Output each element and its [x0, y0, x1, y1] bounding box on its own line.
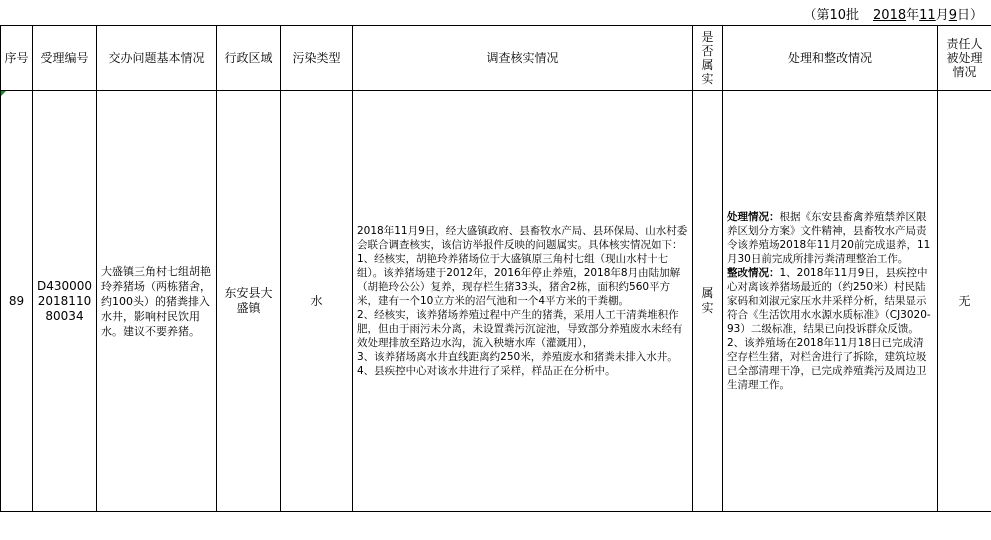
handling-text-1: 根据《东安县畜禽养殖禁养区限养区划分方案》文件精神，县畜牧水产局责令该养殖场2018年11月20前完成退养，11月30日前完成所排污粪清理整治工作。 — [727, 211, 931, 265]
batch-prefix: （第10批 — [803, 8, 860, 23]
cell-comment-marker — [1, 91, 6, 96]
cell-accountability: 无 — [938, 91, 991, 512]
cell-accept-no: D430000201811080034 — [33, 91, 97, 512]
header-pollution: 污染类型 — [281, 26, 353, 91]
batch-month-suffix: 月 — [935, 8, 949, 23]
header-issue: 交办问题基本情况 — [97, 26, 217, 91]
header-row — [1, 26, 991, 91]
cell-region: 东安县大盛镇 — [217, 91, 281, 512]
cell-seq: 89 — [1, 91, 33, 512]
header-accountability: 责任人被处理情况 — [938, 26, 991, 91]
cell-investigation: 2018年11月9日，经大盛镇政府、县畜牧水产局、县环保局、山水村委会联合调查核实，该信访举报件反映的问题属实。具体核实情况如下： 1、经核实，胡艳玲养猪场位于大盛镇原三角村七组（现山水村十七组）。该养猪场建于2012年，2016年停止养殖，2018年8月由陆加解（胡艳玲公公）复养，现存栏生猪33头，猪舍2栋，面积约560平方米，建有一个10立方米的沼气池和一个4平方米的干粪棚。 2、经核实，该养猪场养殖过程中产生的猪粪，采用人工干清粪堆积作肥，但由于雨污未分离，未设置粪污沉淀池，导致部分养殖废水未经有效处理排放至路边水沟，流入秧塘水库（灌溉用）， 3、该养猪场离水井直线距离约250米，养殖废水和猪粪未排入水井。 4、县疾控中心对该水井进行了采样，样品正在分析中。 — [353, 91, 693, 512]
header-handling: 处理和整改情况 — [723, 26, 938, 91]
complaint-table — [0, 25, 991, 512]
header-region: 行政区域 — [217, 26, 281, 91]
handling-text-2: 1、2018年11月9日，县疾控中心对离该养猪场最近的（约250米）村民陆家码和刘淑元家压水井采样分析，结果显示符合《生活饮用水水源水质标准》（CJ3020-93）二级标准，结果已向投诉群众反馈。 — [727, 267, 931, 335]
batch-year: 2018 — [873, 8, 907, 23]
cell-issue: 大盛镇三角村七组胡艳玲养猪场（两栋猪舍，约100头）的猪粪排入水井，影响村民饮用水。建议不要养猪。 — [97, 91, 217, 512]
batch-year-suffix: 年 — [906, 8, 920, 23]
header-verified: 是否属实 — [693, 26, 723, 91]
handling-label-2: 整改情况： — [727, 267, 780, 279]
header-accept-no: 受理编号 — [33, 26, 97, 91]
cell-handling — [723, 91, 938, 512]
cell-pollution: 水 — [281, 91, 353, 512]
handling-text-3: 2、该养殖场在2018年11月18日已完成清空存栏生猪，对栏舍进行了拆除，建筑垃圾已全部清理干净，已完成养殖粪污及周边卫生清理工作。 — [727, 337, 927, 391]
table-row — [1, 91, 991, 512]
batch-month: 11 — [919, 8, 936, 23]
handling-label-1: 处理情况： — [727, 211, 780, 223]
batch-day: 9 — [948, 8, 957, 23]
cell-verified: 属实 — [693, 91, 723, 512]
header-investigation: 调查核实情况 — [353, 26, 693, 91]
batch-day-suffix: 日） — [956, 8, 983, 23]
batch-date-line — [803, 4, 983, 23]
header-seq: 序号 — [1, 26, 33, 91]
